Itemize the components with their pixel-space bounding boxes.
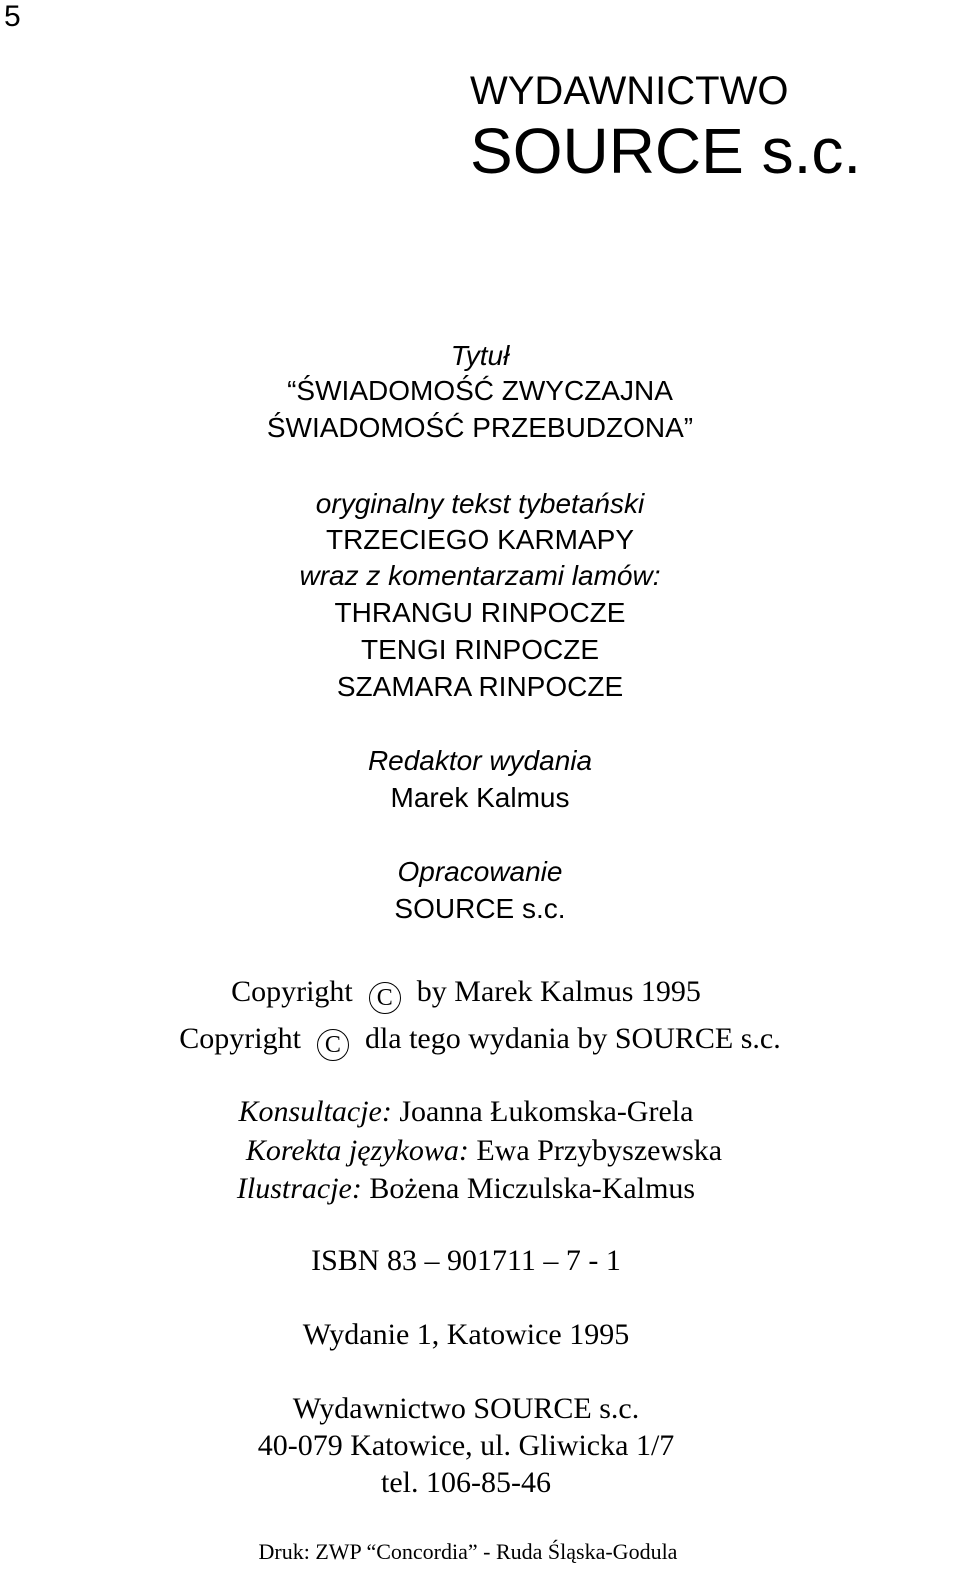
address-line1: Wydawnictwo SOURCE s.c. xyxy=(292,1392,640,1425)
credit-illustrations-label: Ilustracje: xyxy=(236,1172,362,1205)
publisher-line1: WYDAWNICTWO xyxy=(470,69,789,113)
credit-proofreading xyxy=(4,1132,960,1170)
publisher-line2: SOURCE s.c. xyxy=(470,115,862,187)
isbn: ISBN 83 – 901711 – 7 - 1 xyxy=(311,1244,621,1277)
lama-2: TENGI RINPOCZE xyxy=(360,634,599,665)
credit-proofreading-label: Korekta językowa: xyxy=(245,1134,469,1167)
credit-illustrations-value: Bożena Miczulska-Kalmus xyxy=(369,1172,696,1205)
credit-illustrations xyxy=(0,1170,946,1208)
credit-proofreading-value: Ewa Przybyszewska xyxy=(476,1134,723,1167)
title-label: Tytuł xyxy=(450,340,510,371)
copyright-line1-suffix: by Marek Kalmus 1995 xyxy=(416,975,701,1008)
original-line1: oryginalny tekst tybetański xyxy=(315,488,645,519)
copyright-symbol-icon: C xyxy=(369,982,401,1014)
print-info: Druk: ZWP “Concordia” - Ruda Śląska-Godula xyxy=(258,1539,678,1564)
lama-3: SZAMARA RINPOCZE xyxy=(336,671,624,702)
page-number: 5 xyxy=(4,0,21,33)
title-line1: “ŚWIADOMOŚĆ ZWYCZAJNA xyxy=(287,375,673,406)
preparation-label: Opracowanie xyxy=(397,856,563,887)
credit-consultation xyxy=(0,1093,946,1131)
copyright-line2-suffix: dla tego wydania by SOURCE s.c. xyxy=(364,1022,781,1055)
copyright-line1 xyxy=(0,973,946,1014)
lama-1: THRANGU RINPOCZE xyxy=(334,597,626,628)
address-line3: tel. 106-85-46 xyxy=(381,1466,551,1499)
editor-name: Marek Kalmus xyxy=(390,782,570,813)
copyright-line2 xyxy=(0,1020,960,1061)
credit-consultation-value: Joanna Łukomska-Grela xyxy=(399,1095,694,1128)
copyright-line2-prefix: Copyright xyxy=(179,1022,301,1055)
title-line2: ŚWIADOMOŚĆ PRZEBUDZONA” xyxy=(266,412,694,443)
edition: Wydanie 1, Katowice 1995 xyxy=(302,1318,630,1351)
address-line2: 40-079 Katowice, ul. Gliwicka 1/7 xyxy=(257,1429,675,1462)
credit-consultation-label: Konsultacje: xyxy=(238,1095,392,1128)
original-line3: wraz z komentarzami lamów: xyxy=(299,560,661,591)
editor-label: Redaktor wydania xyxy=(367,745,593,776)
preparation-value: SOURCE s.c. xyxy=(394,893,566,924)
copyright-symbol-icon: C xyxy=(317,1029,349,1061)
copyright-line1-prefix: Copyright xyxy=(231,975,353,1008)
publisher-header xyxy=(470,66,861,186)
original-line2: TRZECIEGO KARMAPY xyxy=(325,524,635,555)
